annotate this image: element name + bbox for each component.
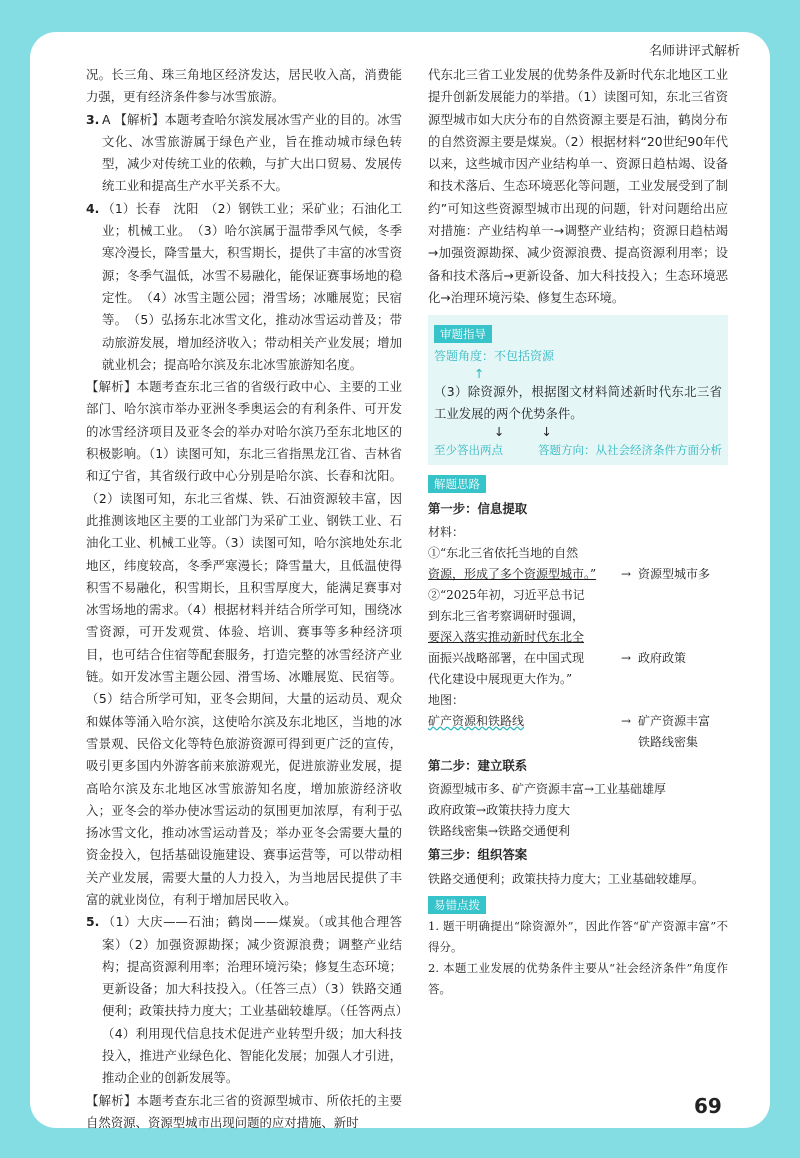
guide-tag: 审题指导 bbox=[434, 325, 492, 343]
q4-text: （1）长春 沈阳 （2）钢铁工业；采矿业；石油化工业；机械工业。 （3）哈尔滨属于温带季风气候，冬季寒冷漫长，降雪量大，积雪期长，提供了丰富的冰雪资源；冬季气温低，冰雪不易融化，能保证赛事场地的稳定性。 （4）冰雪主题公园；滑雪场；冰雕展览；民宿等。 （5）弘扬东北冰雪文化，推动冰雪运动普及；带动旅游发展，增加经济收入；带动相关产业发展；增加就业机会；提高哈尔滨及东北冰雪旅游知名度。 bbox=[102, 200, 402, 372]
map-info bbox=[428, 711, 728, 753]
thinking-tag: 解题思路 bbox=[428, 475, 486, 493]
q3-text: A 【解析】本题考查哈尔滨发展冰雪产业的目的。冰雪文化、冰雪旅游属于绿色产业，旨在推动城市绿色转型，减少对传统工业的依赖，与扩大出口贸易、发展传统工业和提高生产水平关系不大。 bbox=[102, 111, 402, 194]
map-item: 矿产资源和铁路线 bbox=[428, 714, 525, 729]
m2-line-e: 代化建设中展现更大作为。” bbox=[428, 672, 573, 687]
tip-2: 2. 本题工业发展的优势条件主要从“社会经济条件”角度作答。 bbox=[428, 960, 728, 996]
m1-line-a: ①“东北三省依托当地的自然 bbox=[428, 546, 579, 561]
spacer bbox=[428, 732, 614, 753]
q4-analysis: 【解析】本题考查东北三省的省级行政中心、主要的工业部门、哈尔滨市举办亚洲冬季奥运会的有利条件、可开发的冰雪经济项目及亚冬会的举办对哈尔滨乃至东北地区的积极影响。（1）读图可知，东北三省指黑龙江省、吉林省和辽宁省，其省级行政中心分别是哈尔滨、长春和沈阳。（2）读图可知，东北三省煤、铁、石油资源较丰富，因此推测该地区主要的工业部门为采矿工业、钢铁工业、石油化工业、机械工业等。（3）读图可知，哈尔滨地处东北地区，纬度较高，冬季严寒漫长；降雪量大，且低温使得积雪不易融化，积雪期长，且积雪厚度大，能满足赛事对冰雪场地的需求。（4）根据材料并结合所学可知，围绕冰雪资源，可开发观赏、体验、培训、赛事等多种经济项目，也可结合住宿等配套服务，打造完整的冰雪经济产业链。如开发冰雪主题公园、滑雪场、冰雕展览、民宿等。（5）结合所学可知，亚冬会期间，大量的运动员、观众和媒体等涌入哈尔滨，这使哈尔滨及东北地区，当地的冰雪景观、民俗文化等特色旅游资源可得到更广泛的宣传，吸引更多国内外游客前来旅游观光，促进旅游业发展，提高哈尔滨及东北地区冰雪旅游知名度，增加旅游经济收入；亚冬会的举办使冰雪运动的氛围更加浓厚，有利于弘扬冰雪文化，推动冰雪运动普及；举办亚冬会需要大量的资金投入，包括基础设施建设、赛事运营等，可以带动相关产业发展，需要大量的人力投入，为当地居民提供了丰富的就业岗位，有利于增加居民收入。 bbox=[86, 379, 402, 907]
guide-question: （3）除资源外，根据图文材料简述新时代东北三省工业发展的两个优势条件。 bbox=[434, 383, 722, 421]
m2-line-b: 到东北三省考察调研时强调， bbox=[428, 609, 585, 624]
question-4 bbox=[86, 198, 402, 376]
map-row bbox=[428, 711, 728, 732]
m1-line-b: 资源，形成了多个资源型城市。” bbox=[428, 567, 597, 582]
q4-number: 4. bbox=[86, 200, 100, 216]
m2-line-d: 面振兴战略部署，在中国式现 bbox=[428, 651, 585, 666]
q5-analysis: 【解析】本题考查东北三省的资源型城市、所依托的主要自然资源、资源型城市出现问题的应对措施、新时 bbox=[86, 1092, 402, 1130]
step1-title: 第一步：信息提取 bbox=[428, 500, 528, 516]
page-number: 69 bbox=[694, 1094, 722, 1118]
arrow-icon: → bbox=[620, 567, 632, 582]
left-column bbox=[86, 64, 402, 1134]
m2-line-c: 要深入落实推动新时代东北全 bbox=[428, 630, 585, 645]
map-result-1: 矿产资源丰富 bbox=[638, 714, 711, 729]
material-label: 材料： bbox=[428, 525, 465, 540]
note-top: 答题角度：不包括资源 bbox=[434, 348, 555, 363]
step3-title: 第三步：组织答案 bbox=[428, 847, 528, 863]
q5-text: （1）大庆——石油；鹤岗——煤炭。（或其他合理答案）（2）加强资源勘探；减少资源浪费；调整产业结构；提高资源利用率；治理环境污染；修复生态环境；更新设备；加大科技投入。（任答三点）（3）铁路交通便利；政策扶持力度大；工业基础较雄厚。（任答两点）（4）利用现代信息技术促进产业转型升级；加大科技投入，推进产业绿色化、智能化发展；加强人才引进，推动企业的创新发展等。 bbox=[102, 914, 402, 1086]
m2-result: 政府政策 bbox=[638, 651, 687, 666]
spacer bbox=[614, 732, 638, 753]
q5-number: 5. bbox=[86, 914, 100, 930]
q3-number: 3. bbox=[86, 111, 100, 127]
question-3 bbox=[86, 109, 402, 198]
final-answer: 铁路交通便利；政策扶持力度大；工业基础较雄厚。 bbox=[428, 871, 705, 886]
note-right: 答题方向：从社会经济条件方面分析 bbox=[538, 443, 722, 458]
notes-bottom bbox=[434, 439, 722, 461]
map-row-2 bbox=[428, 732, 728, 753]
m1-row bbox=[428, 564, 728, 585]
map-result-2: 铁路线密集 bbox=[638, 735, 699, 750]
link-1: 资源型城市多、矿产资源丰富→工业基础雄厚 bbox=[428, 782, 667, 797]
arrow-down-pair: ↓ ↓ bbox=[494, 424, 552, 440]
guide-box bbox=[428, 315, 728, 465]
header-title: 名师讲评式解析 bbox=[648, 44, 740, 59]
tips-tag: 易错点拨 bbox=[428, 896, 486, 914]
arrow-icon: → bbox=[620, 651, 632, 666]
m1-result: 资源型城市多 bbox=[638, 567, 711, 582]
link-2: 政府政策→政策扶持力度大 bbox=[428, 803, 571, 818]
arrow-up: ↑ bbox=[474, 365, 485, 381]
arrow-icon: → bbox=[620, 714, 632, 729]
analysis-continued: 代东北三省工业发展的优势条件及新时代东北地区工业提升创新发展能力的举措。（1）读图可知，东北三省资源型城市如大庆分布的自然资源主要是石油，鹤岗分布的自然资源主要是煤炭。（2）根据材料“20世纪90年代以来，这些城市因产业结构单一、资源日趋枯竭、设备和技术落后、生态环境恶化等问题，工业发展受到了制约”可知这些资源型城市出现的问题，针对问题给出应对措施：产业结构单一→调整产业结构；资源日趋枯竭→加强资源勘探、减少资源浪费、提高资源利用率；设备和技术落后→更新设备、加大科技投入；生态环境恶化→治理环境污染、修复生态环境。 bbox=[428, 67, 728, 305]
step2-title: 第二步：建立联系 bbox=[428, 758, 528, 774]
m2-line-a: ②“2025年初，习近平总书记 bbox=[428, 588, 585, 603]
tip-1: 1. 题干明确提出“除资源外”，因此作答“矿产资源丰富”不得分。 bbox=[428, 918, 728, 954]
map-label: 地图： bbox=[428, 693, 465, 708]
intro-text: 况。长三角、珠三角地区经济发达，居民收入高，消费能力强，更有经济条件参与冰雪旅游。 bbox=[86, 67, 402, 105]
note-left: 至少答出两点 bbox=[434, 443, 503, 458]
m2-row bbox=[428, 648, 728, 669]
material-1 bbox=[428, 543, 728, 585]
question-5 bbox=[86, 911, 402, 1089]
material-2 bbox=[428, 585, 728, 690]
link-3: 铁路线密集→铁路交通便利 bbox=[428, 824, 571, 839]
right-column bbox=[428, 64, 728, 1000]
